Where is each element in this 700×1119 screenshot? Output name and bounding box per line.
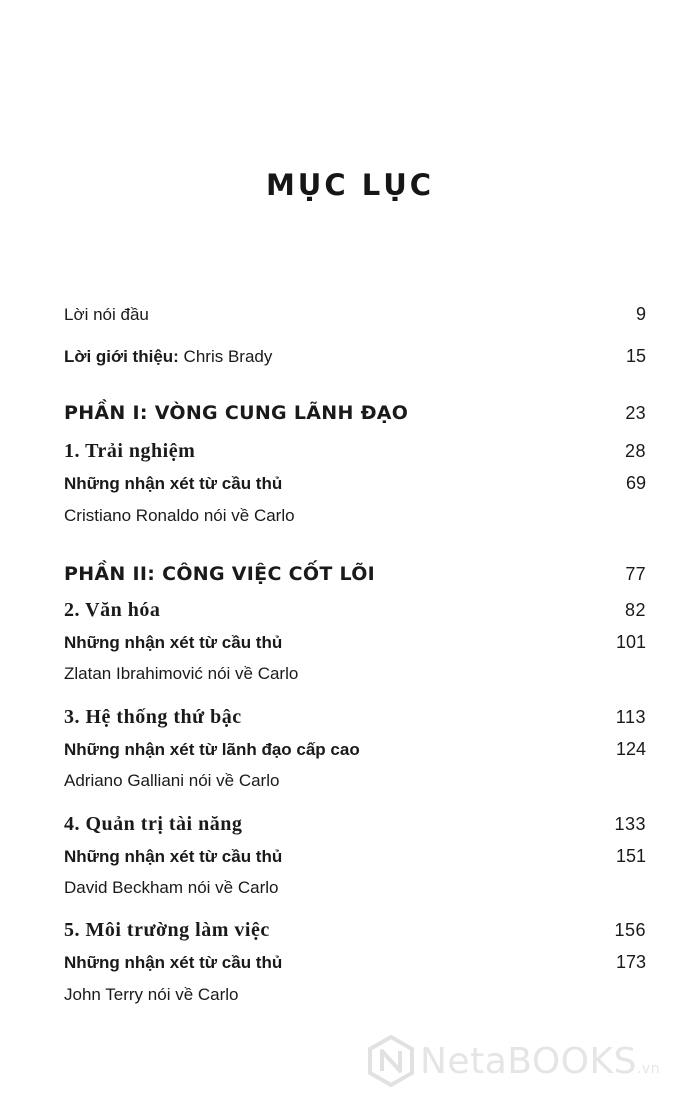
toc-page-number: 151 (615, 846, 646, 866)
toc-quote-label: David Beckham nói về Carlo (64, 878, 279, 897)
toc-page-number: 77 (625, 564, 646, 584)
toc-entry-label: Lời nói đầu (64, 305, 149, 324)
watermark (368, 1035, 660, 1087)
toc-chapter-4 (64, 813, 646, 836)
watermark-suffix: .vn (636, 1060, 661, 1077)
toc-remarks-label: Những nhận xét từ cầu thủ (64, 847, 283, 866)
toc-entry-label-bold: Lời giới thiệu: (64, 347, 179, 366)
toc-chapter-3 (64, 706, 646, 729)
toc-remarks-label: Những nhận xét từ cầu thủ (64, 633, 283, 652)
toc-remarks (64, 473, 646, 494)
toc-chapter-label: 4. Quản trị tài năng (64, 813, 243, 835)
toc-page-number: 113 (615, 707, 646, 727)
toc-remarks (64, 846, 646, 867)
toc-remarks-label: Những nhận xét từ cầu thủ (64, 953, 283, 972)
toc-chapter-label: 1. Trải nghiệm (64, 440, 196, 462)
toc-chapter-5 (64, 919, 646, 942)
toc-quote-label: Adriano Galliani nói về Carlo (64, 771, 280, 790)
toc-remarks-label: Những nhận xét từ cầu thủ (64, 474, 283, 493)
toc-remarks (64, 632, 646, 653)
toc-page-number: 156 (614, 920, 646, 940)
toc-quote (64, 664, 646, 684)
toc-entry-introduction (64, 346, 646, 367)
toc-quote (64, 878, 646, 898)
toc-chapter-label: 5. Môi trường làm việc (64, 919, 270, 941)
toc-page-number: 173 (615, 952, 646, 972)
toc-part-label: PHẦN II: CÔNG VIỆC CỐT LÕI (64, 563, 376, 585)
toc-remarks (64, 739, 646, 760)
toc-page-number: 82 (624, 600, 646, 620)
toc-part-label: PHẦN I: VÒNG CUNG LÃNH ĐẠO (64, 402, 409, 424)
toc-remarks (64, 952, 646, 973)
toc-entry-label (64, 347, 272, 367)
toc-part-1 (64, 402, 646, 424)
toc-chapter-1 (64, 440, 646, 463)
toc-chapter-2 (64, 599, 646, 622)
toc-page-number: 23 (625, 403, 646, 423)
toc-page-number: 133 (614, 814, 646, 834)
toc-entry-foreword (64, 304, 646, 325)
toc-quote-label: John Terry nói về Carlo (64, 985, 239, 1004)
toc-chapter-label: 2. Văn hóa (64, 599, 161, 621)
toc-quote (64, 985, 646, 1005)
toc-page-number: 9 (635, 304, 646, 324)
netabooks-logo-icon (368, 1035, 414, 1087)
page-title: MỤC LỤC (265, 168, 435, 202)
toc-quote-label: Zlatan Ibrahimović nói về Carlo (64, 664, 299, 683)
watermark-text (420, 1041, 660, 1082)
watermark-brand: NetaBOOKS (420, 1040, 637, 1082)
toc-quote (64, 506, 646, 526)
toc-quote-label: Cristiano Ronaldo nói về Carlo (64, 506, 295, 525)
toc-page-number: 28 (624, 441, 646, 461)
toc-part-2 (64, 563, 646, 585)
toc-chapter-label: 3. Hệ thống thứ bậc (64, 706, 242, 728)
toc-page-number: 124 (615, 739, 646, 759)
toc-page-number: 15 (625, 346, 646, 366)
toc-page-number: 101 (615, 632, 646, 652)
toc-remarks-label: Những nhận xét từ lãnh đạo cấp cao (64, 740, 360, 759)
toc-page-number: 69 (625, 473, 646, 493)
toc-quote (64, 771, 646, 791)
toc-entry-label-rest: Chris Brady (178, 347, 273, 366)
